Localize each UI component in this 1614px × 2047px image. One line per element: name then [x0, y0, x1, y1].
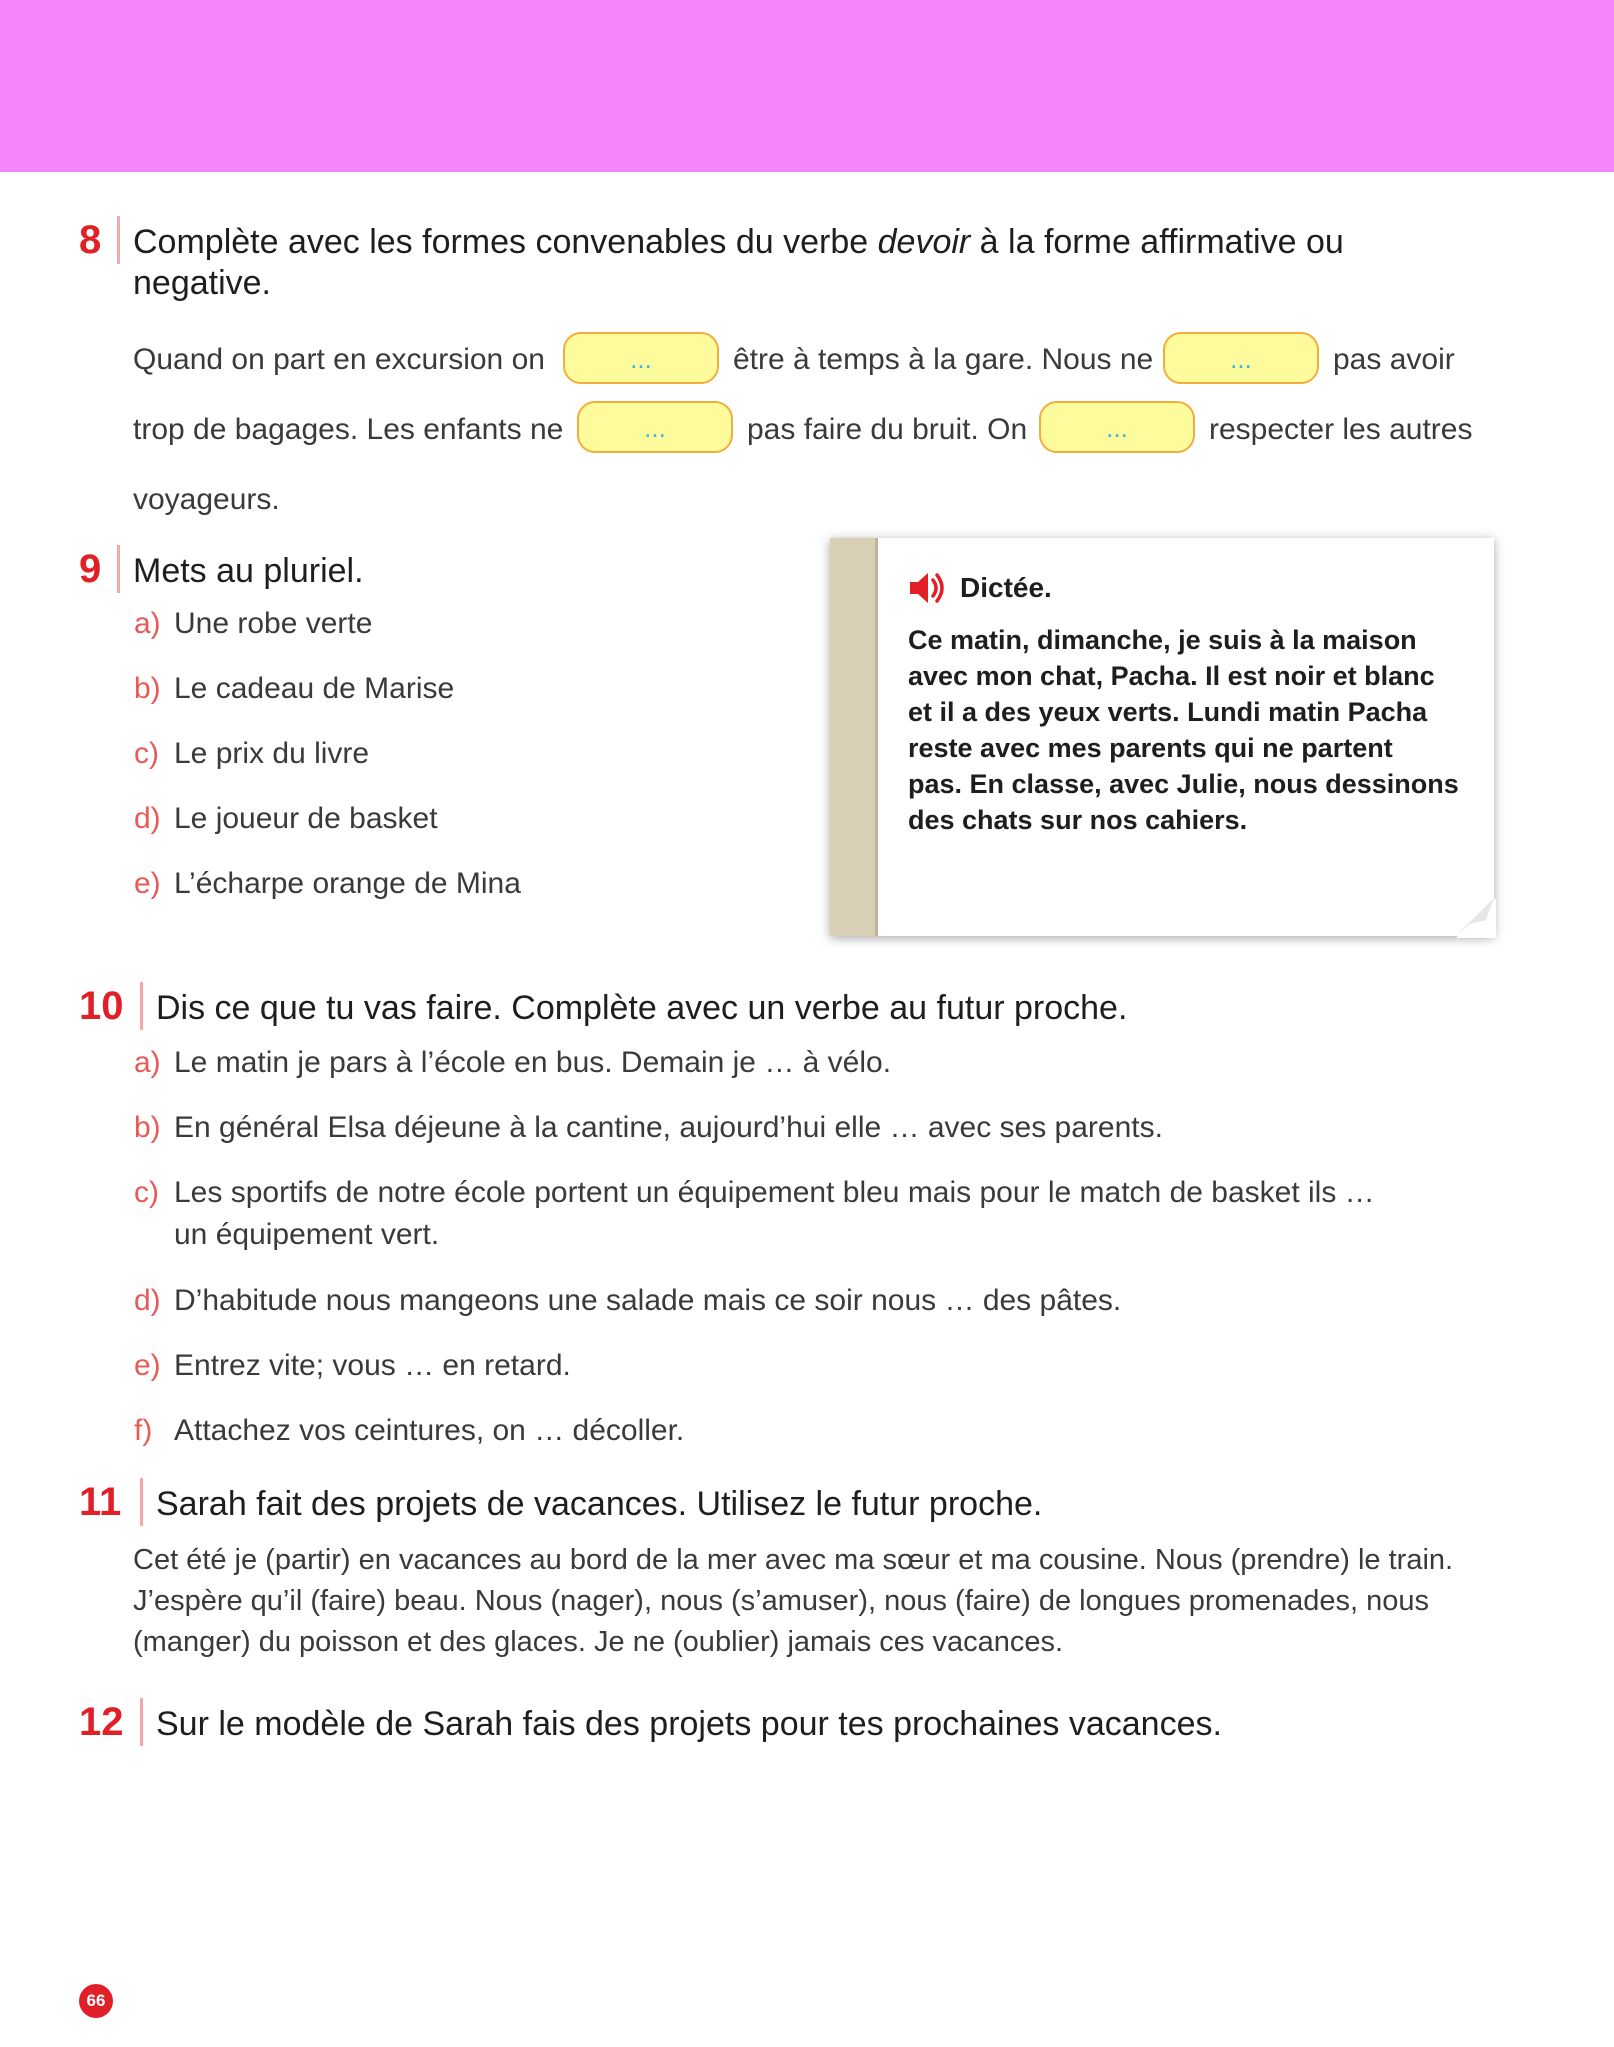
- paragraph-line: J’espère qu’il (faire) beau. Nous (nager), nous (s’amuser), nous (faire) de longues promenades, nous: [133, 1585, 1429, 1617]
- page-number: 66: [79, 1984, 113, 2018]
- title-emphasis: devoir: [877, 223, 971, 261]
- exercise-divider: [140, 1478, 143, 1526]
- paragraph-line: Cet été je (partir) en vacances au bord de la mer avec ma sœur et ma cousine. Nous (prendre) le train.: [133, 1544, 1454, 1576]
- title-text: Complète avec les formes convenables du verbe: [133, 223, 878, 261]
- exercise-divider: [140, 982, 143, 1030]
- item-label: b): [134, 672, 161, 705]
- list-item: [134, 1107, 1163, 1148]
- dictee-card: [830, 538, 1494, 936]
- list-item: [134, 1345, 571, 1386]
- item-label: a): [134, 1046, 161, 1079]
- exercise-title: [133, 222, 1344, 263]
- item-text: Le prix du livre: [174, 737, 370, 770]
- item-text: Le joueur de basket: [174, 802, 438, 835]
- item-label: c): [134, 1176, 159, 1209]
- item-label: c): [134, 737, 159, 770]
- item-label: a): [134, 607, 161, 640]
- sentence-fragment: Quand on part en excursion on: [133, 343, 545, 376]
- dictee-title: Dictée.: [960, 572, 1052, 603]
- item-label: d): [134, 802, 161, 835]
- list-item: [134, 1172, 1375, 1213]
- exercise-title: Dis ce que tu vas faire. Complète avec un verbe au futur proche.: [156, 989, 1128, 1027]
- list-item: [134, 603, 372, 644]
- item-text: D’habitude nous mangeons une salade mais ce soir nous … des pâtes.: [174, 1284, 1122, 1317]
- paragraph-line: (manger) du poisson et des glaces. Je ne (oublier) jamais ces vacances.: [133, 1626, 1064, 1658]
- item-label: e): [134, 867, 161, 900]
- exercise-divider: [140, 1698, 143, 1746]
- exercise-title: Mets au pluriel.: [133, 552, 364, 590]
- list-item: [134, 1042, 891, 1083]
- sentence-fragment: trop de bagages. Les enfants ne: [133, 413, 564, 446]
- exercise-divider: [117, 545, 120, 593]
- card-spine: [830, 538, 878, 936]
- list-item: [134, 1280, 1121, 1321]
- list-item-continuation: un équipement vert.: [174, 1218, 440, 1251]
- sentence-fragment: être à temps à la gare. Nous ne: [733, 343, 1154, 376]
- sentence-fragment: voyageurs.: [133, 483, 280, 516]
- fill-blank[interactable]: ...: [1163, 332, 1319, 384]
- item-text: L’écharpe orange de Mina: [174, 867, 521, 900]
- item-label: b): [134, 1111, 161, 1144]
- fill-blank[interactable]: ...: [1039, 401, 1195, 453]
- item-label: f): [134, 1414, 153, 1447]
- item-text: Le cadeau de Marise: [174, 672, 455, 705]
- header-band: [0, 0, 1614, 172]
- exercise-title: Sarah fait des projets de vacances. Utilisez le futur proche.: [156, 1485, 1043, 1523]
- sentence-fragment: pas avoir: [1333, 343, 1455, 376]
- item-text: Une robe verte: [174, 607, 373, 640]
- exercise-number: 11: [79, 1480, 122, 1524]
- title-text: à la forme affirmative ou: [970, 223, 1344, 261]
- fill-blank[interactable]: ...: [577, 401, 733, 453]
- exercise-number: 8: [79, 218, 102, 262]
- item-text: Attachez vos ceintures, on … décoller.: [174, 1414, 685, 1447]
- list-item: [134, 668, 454, 709]
- sentence-fragment: respecter les autres: [1209, 413, 1473, 446]
- exercise-divider: [117, 216, 120, 264]
- exercise-title-line2: negative.: [133, 264, 271, 302]
- fill-blank[interactable]: ...: [563, 332, 719, 384]
- exercise-title: Sur le modèle de Sarah fais des projets pour tes prochaines vacances.: [156, 1705, 1222, 1743]
- dictee-text: Ce matin, dimanche, je suis à la maison avec mon chat, Pacha. Il est noir et blanc et il a des yeux verts. Lundi matin Pacha reste avec mes parents qui ne partent pas. En classe, avec Julie, nous dessinons des chats sur nos cahiers.: [908, 625, 1459, 835]
- item-text: Les sportifs de notre école portent un équipement bleu mais pour le match de basket ils …: [174, 1176, 1375, 1209]
- item-text: Entrez vite; vous … en retard.: [174, 1349, 571, 1382]
- exercise-number: 10: [79, 984, 124, 1028]
- sentence-fragment: pas faire du bruit. On: [747, 413, 1028, 446]
- exercise-number: 9: [79, 547, 102, 591]
- speaker-icon[interactable]: [906, 568, 946, 608]
- exercise-number: 12: [79, 1700, 124, 1744]
- list-item: [134, 863, 521, 904]
- page-curl: [1456, 898, 1496, 938]
- list-item: [134, 1410, 684, 1451]
- list-item: [134, 733, 369, 774]
- list-item: [134, 798, 438, 839]
- item-text: Le matin je pars à l’école en bus. Demain je … à vélo.: [174, 1046, 892, 1079]
- item-label: d): [134, 1284, 161, 1317]
- item-text: En général Elsa déjeune à la cantine, aujourd’hui elle … avec ses parents.: [174, 1111, 1163, 1144]
- item-label: e): [134, 1349, 161, 1382]
